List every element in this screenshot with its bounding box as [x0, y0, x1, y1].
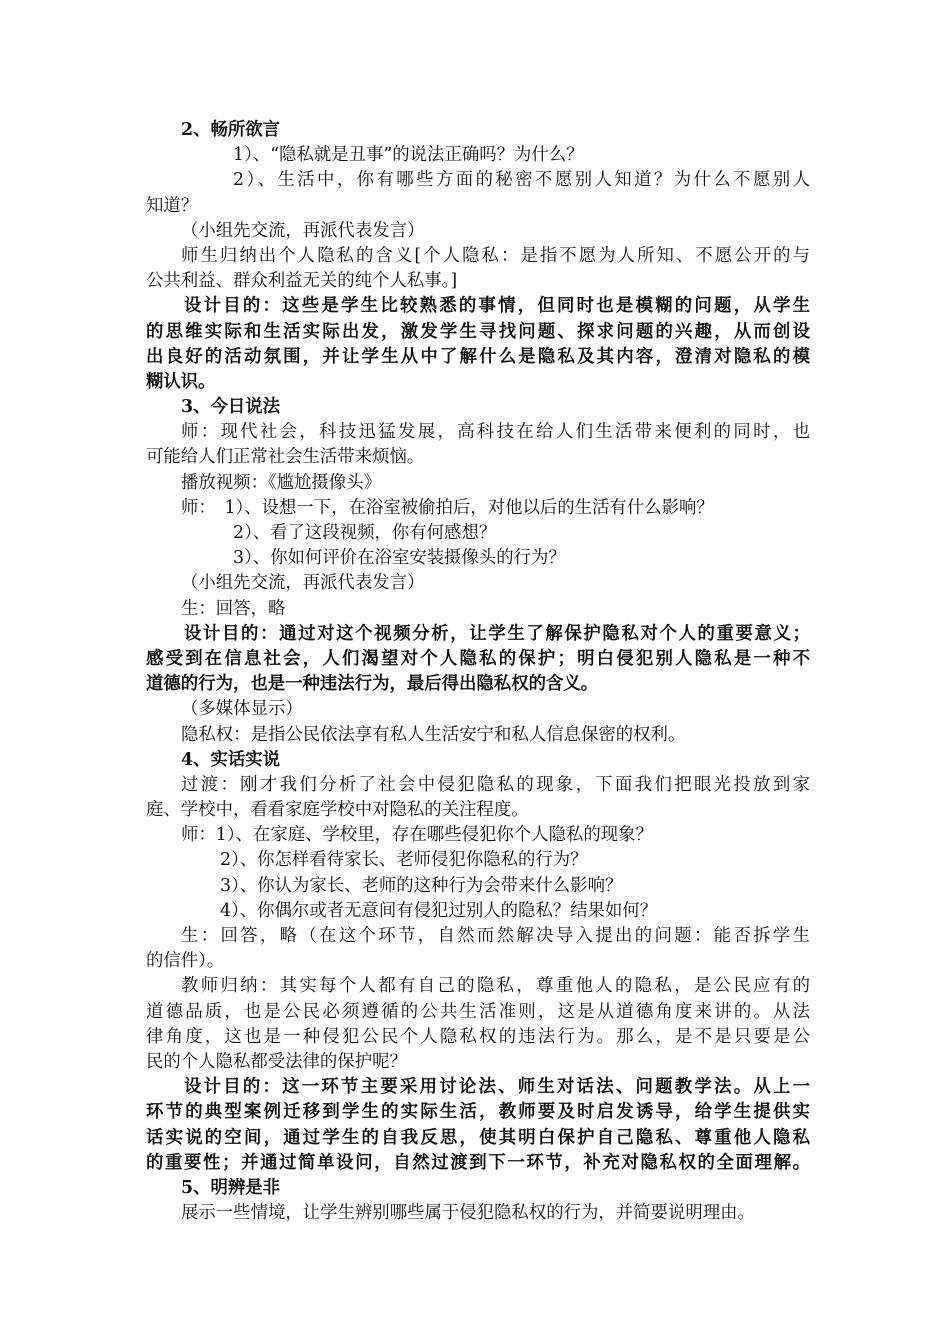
document-body: [146, 118, 810, 1226]
paragraph-line: 庭、学校中，看看家庭学校中对隐私的关注程度。: [146, 800, 529, 821]
paragraph-line: 道德品质，也是公民必须遵循的公共生活准则，这是从道德角度来讲的。从法: [146, 1001, 810, 1022]
question-line: 1）、“隐私就是丑事”的说法正确吗？为什么？: [233, 145, 584, 166]
question-line: 师：1）、在家庭、学校里，存在哪些侵犯你个人隐私的现象？: [181, 825, 653, 846]
heading-section-5: 5、明辨是非: [181, 1177, 281, 1198]
paragraph-line: 师：现代社会，科技迅猛发展，高科技在给人们生活带来便利的同时，也: [181, 422, 810, 443]
question-line: 2）、看了这段视频，你有何感想？: [233, 523, 497, 543]
design-purpose-line: 环节的典型案例迁移到学生的实际生活，教师要及时启发诱导，给学生提供实: [146, 1102, 810, 1123]
paragraph-line: 展示一些情境，让学生辨别哪些属于侵犯隐私权的行为，并简要说明理由。: [181, 1203, 755, 1224]
design-purpose-line: 设计目的：这一环节主要采用讨论法、师生对话法、问题教学法。从上一: [184, 1077, 810, 1098]
question-line: 3）、你如何评价在浴室安装摄像头的行为？: [233, 548, 566, 569]
design-purpose-line: 设计目的：这些是学生比较熟悉的事情，但同时也是模糊的问题，从学生: [184, 296, 810, 317]
design-purpose-line: 的思维实际和生活实际出发，激发学生寻找问题、探求问题的兴趣，从而创设: [146, 321, 810, 342]
paragraph-line: 公共利益、群众利益无关的纯个人私事。]: [146, 271, 458, 292]
multimedia-note: （多媒体显示）: [181, 699, 303, 720]
answer-line: 生：回答，略（在这个环节，自然而然解决导入提出的问题：能否拆学生: [181, 926, 810, 946]
paragraph-line: 可能给人们正常社会生活带来烦恼。: [146, 447, 425, 468]
video-title-line: 播放视频：《尴尬摄像头》: [181, 472, 381, 493]
design-purpose-line: 出良好的活动氛围，并让学生从中了解什么是隐私及其内容，澄清对隐私的模: [146, 346, 810, 367]
design-purpose-line: 糊认识。: [146, 371, 216, 392]
paragraph-line: 律角度，这也是一种侵犯公民个人隐私权的违法行为。那么，是不是只要是公: [146, 1026, 810, 1047]
question-line-cont: 知道？: [146, 195, 199, 216]
question-line: 3）、你认为家长、老师的这种行为会带来什么影响？: [220, 875, 623, 896]
question-line: 2）、你怎样看待家长、老师侵犯你隐私的行为？: [220, 850, 588, 871]
heading-section-4: 4、实话实说: [181, 749, 281, 770]
answer-line: 的信件）。: [146, 951, 225, 972]
design-purpose-line: 道德的行为，也是一种违法行为，最后得出隐私权的含义。: [146, 674, 599, 695]
design-purpose-line: 感受到在信息社会，人们渴望对个人隐私的保护；明白侵犯别人隐私是一种不: [146, 648, 810, 669]
paragraph-line: 民的个人隐私都受法律的保护呢？: [146, 1051, 407, 1072]
question-line: 师： 1）、设想一下，在浴室被偷拍后，对他以后的生活有什么影响？: [181, 497, 714, 518]
group-note: （小组先交流，再派代表发言）: [181, 220, 425, 241]
definition-line: 隐私权：是指公民依法享有私人生活安宁和私人信息保密的权利。: [181, 724, 686, 745]
heading-section-2: 2、畅所欲言: [181, 120, 281, 140]
design-purpose-line: 的重要性；并通过简单设问，自然过渡到下一环节，补充对隐私权的全面理解。: [146, 1152, 810, 1173]
paragraph-line: 教师归纳：其实每个人都有自己的隐私，尊重他人的隐私，是公民应有的: [181, 976, 810, 997]
design-purpose-line: 设计目的：通过对这个视频分析，让学生了解保护隐私对个人的重要意义；: [184, 623, 810, 644]
answer-line: 生：回答，略: [181, 598, 286, 619]
heading-section-3: 3、今日说法: [181, 397, 281, 418]
group-note: （小组先交流，再派代表发言）: [181, 573, 425, 594]
design-purpose-line: 话实说的空间，通过学生的自我反思，使其明白保护自己隐私、尊重他人隐私: [146, 1127, 810, 1148]
paragraph-line: 师生归纳出个人隐私的含义[个人隐私：是指不愿为人所知、不愿公开的与: [181, 245, 810, 266]
paragraph-line: 过渡：刚才我们分析了社会中侵犯隐私的现象，下面我们把眼光投放到家: [181, 774, 810, 795]
question-line: 4）、你偶尔或者无意间有侵犯过别人的隐私？结果如何？: [220, 900, 658, 921]
question-line: 2）、生活中，你有哪些方面的秘密不愿别人知道？为什么不愿别人: [233, 170, 810, 191]
